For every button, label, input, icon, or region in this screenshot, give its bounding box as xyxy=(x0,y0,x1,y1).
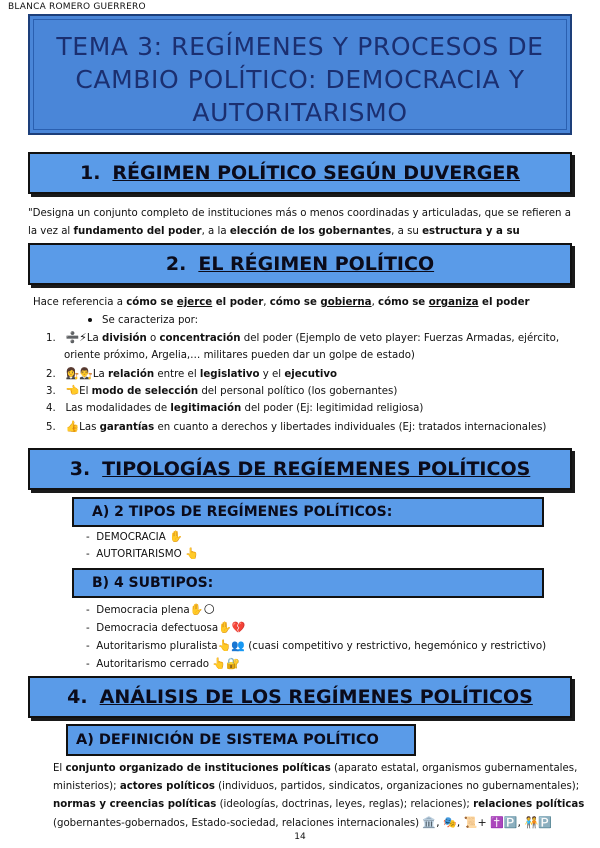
list-item: - Democracia plena✋🌕 xyxy=(86,603,215,616)
list-item: - AUTORITARISMO 👆 xyxy=(86,547,199,560)
subsection-3a-heading: A) 2 TIPOS DE REGÍMENES POLÍTICOS: xyxy=(72,497,544,527)
duverger-quote: "Designa un conjunto completo de instituciones más o menos coordinadas y articuladas, que se refieren a la vez al fundamento del poder, a la elección de los gobernantes, a su estructura y a su xyxy=(28,208,571,237)
list-item-continuation: oriente próximo, Argelia,… militares pueden dar un golpe de estado) xyxy=(64,350,415,361)
hand-moon-icon: ✋🌕 xyxy=(189,603,215,616)
bullet-dot xyxy=(88,318,92,322)
title-line-3: AUTORITARISMO xyxy=(192,98,408,127)
title-line-1: TEMA 3: REGÍMENES Y PROCESOS DE xyxy=(56,32,544,61)
section-1-heading xyxy=(28,152,572,194)
hand-broken-heart-icon: ✋💔 xyxy=(218,621,246,634)
list-item: 4. Las modalidades de legitimación del poder (Ej: legitimidad religiosa) xyxy=(46,403,424,414)
section-number: 1. xyxy=(79,162,101,184)
institutions-icons: 🏛️, 🎭, 📜+ ✝️🅿️, 🧑‍🤝‍🧑🅿️ xyxy=(422,816,552,829)
title-banner xyxy=(28,14,572,135)
section-title: ANÁLISIS DE LOS REGÍMENES POLÍTICOS xyxy=(99,686,533,708)
list-item: 3. 👈El modo de selección del personal político (los gobernantes) xyxy=(46,382,397,401)
characterized-bullet: Se caracteriza por: xyxy=(88,312,198,330)
title-line-2: CAMBIO POLÍTICO: DEMOCRACIA Y xyxy=(75,65,525,94)
section-title: TIPOLOGÍAS DE REGÍEMENES POLÍTICOS xyxy=(102,458,531,480)
section-number: 4. xyxy=(67,686,88,708)
hand-icon: ✋ xyxy=(169,530,183,543)
judges-icon: 👩‍⚖️👨‍⚖️ xyxy=(65,367,93,380)
system-definition-line-1: El conjunto organizado de instituciones políticas (aparato estatal, organismos gubernamentales, xyxy=(53,763,578,774)
author-name: BLANCA ROMERO GUERRERO xyxy=(8,2,146,12)
list-item: 2. 👩‍⚖️👨‍⚖️La relación entre el legislativo y el ejecutivo xyxy=(46,365,337,384)
section-title: RÉGIMEN POLÍTICO SEGÚN DUVERGER xyxy=(112,162,521,184)
pointing-left-icon: 👈 xyxy=(65,384,80,397)
pointing-up-people-icon: 👆👥 xyxy=(217,639,245,652)
list-item: - Autoritarismo cerrado 👆🔐 xyxy=(86,657,240,670)
section-2-heading xyxy=(28,243,572,285)
system-definition-line-3: normas y creencias políticas (ideologías, doctrinas, leyes, reglas); relaciones); relaciones políticas xyxy=(53,799,585,810)
section-title: EL RÉGIMEN POLÍTICO xyxy=(198,253,435,275)
section-number: 3. xyxy=(69,458,91,480)
pointing-up-icon: 👆 xyxy=(184,547,199,560)
pointing-up-lock-icon: 👆🔐 xyxy=(212,657,240,670)
list-item: - Democracia defectuosa✋💔 xyxy=(86,621,246,634)
page-title xyxy=(30,30,570,129)
section-2-intro: Hace referencia a cómo se ejerce el poder, cómo se gobierna, cómo se organiza el poder xyxy=(33,297,530,308)
section-4-heading xyxy=(28,676,572,718)
subsection-4a-heading: A) DEFINICIÓN DE SISTEMA POLÍTICO xyxy=(66,724,416,756)
list-item: 1. ➗⚡La división o concentración del poder (Ejemplo de veto player: Fuerzas Armadas, ejército, xyxy=(46,329,576,348)
divide-lightning-icon: ➗⚡ xyxy=(65,331,87,344)
system-definition-line-4: (gobernantes-gobernados, Estado-sociedad, relaciones internacionales) 🏛️, 🎭, 📜+ ✝️🅿️, 🧑‍🤝‍🧑🅿️ xyxy=(53,814,552,833)
thumbs-up-icon: 👍 xyxy=(65,420,80,433)
section-number: 2. xyxy=(165,253,187,275)
list-item: 5. 👍Las garantías en cuanto a derechos y libertades individuales (Ej: tratados internacionales) xyxy=(46,418,546,437)
list-item: - Autoritarismo pluralista👆👥 (cuasi competitivo y restrictivo, hegemónico y restrictivo) xyxy=(86,639,547,652)
list-item: - DEMOCRACIA ✋ xyxy=(86,530,183,543)
system-definition-line-2: ministerios); actores políticos (individuos, partidos, sindicatos, organizaciones no gubernamentales); xyxy=(53,781,580,792)
section-3-heading xyxy=(28,448,572,490)
subsection-3b-heading: B) 4 SUBTIPOS: xyxy=(72,568,544,598)
page-number: 14 xyxy=(294,832,306,842)
